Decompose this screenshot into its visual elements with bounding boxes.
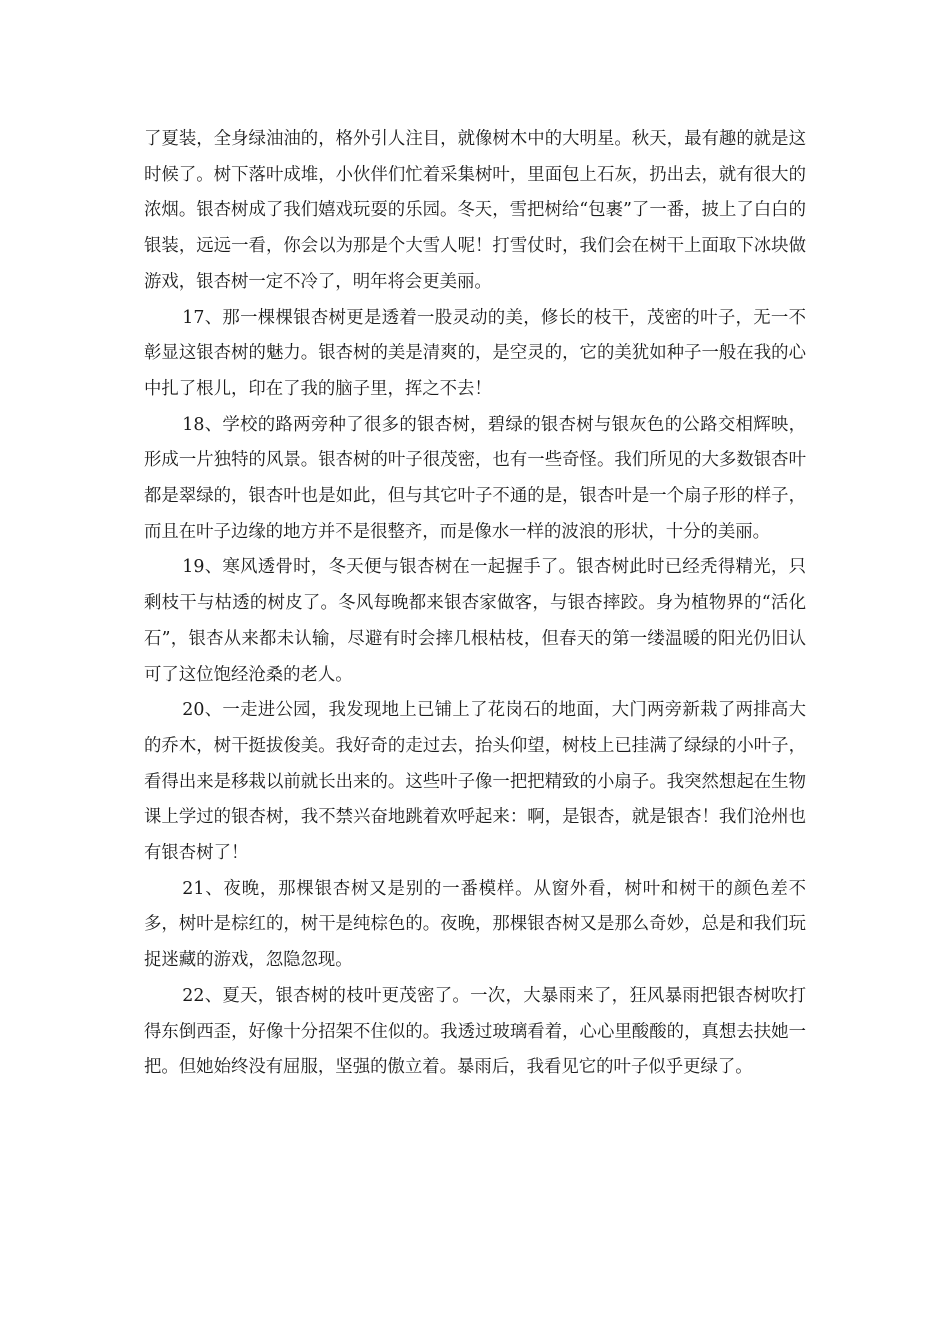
paragraph-18: 18、学校的路两旁种了很多的银杏树，碧绿的银杏树与银灰色的公路交相辉映，形成一片独特的风景。银杏树的叶子很茂密，也有一些奇怪。我们所见的大多数银杏叶都是翠绿的，银杏叶也是如此，但与其它叶子不通的是，银杏叶是一个扇子形的样子，而且在叶子边缘的地方并不是很整齐，而是像水一样的波浪的形状，十分的美丽。 (144, 414, 806, 542)
paragraph-17: 17、那一棵棵银杏树更是透着一股灵动的美，修长的枝干，茂密的叶子，无一不彰显这银杏树的魅力。银杏树的美是清爽的，是空灵的，它的美犹如种子一般在我的心中扎了根儿，印在了我的脑子里，挥之不去！ (144, 307, 806, 399)
document-body (144, 122, 806, 1086)
paragraph-22: 22、夏天，银杏树的枝叶更茂密了。一次，大暴雨来了，狂风暴雨把银杏树吹打得东倒西歪，好像十分招架不住似的。我透过玻璃看着，心心里酸酸的，真想去扶她一把。但她始终没有屈服，坚强的傲立着。暴雨后，我看见它的叶子似乎更绿了。 (144, 985, 806, 1078)
paragraph-20: 20、一走进公园，我发现地上已铺上了花岗石的地面，大门两旁新栽了两排高大的乔木，树干挺拔俊美。我好奇的走过去，抬头仰望，树枝上已挂满了绿绿的小叶子，看得出来是移栽以前就长出来的。这些叶子像一把把精致的小扇子。我突然想起在生物课上学过的银杏树，我不禁兴奋地跳着欢呼起来：啊，是银杏，就是银杏！我们沧州也有银杏树了！ (144, 700, 806, 864)
paragraph-21: 21、夜晚，那棵银杏树又是别的一番模样。从窗外看，树叶和树干的颜色差不多，树叶是棕红的，树干是纯棕色的。夜晚，那棵银杏树又是那么奇妙，总是和我们玩捉迷藏的游戏，忽隐忽现。 (144, 878, 806, 971)
paragraph-continuation: 了夏装，全身绿油油的，格外引人注目，就像树木中的大明星。秋天，最有趣的就是这时候了。树下落叶成堆，小伙伴们忙着采集树叶，里面包上石灰，扔出去，就有很大的浓烟。银杏树成了我们嬉戏玩耍的乐园。冬天，雪把树给“包裹”了一番，披上了白白的银装，远远一看，你会以为那是个大雪人呢！打雪仗时，我们会在树干上面取下冰块做游戏，银杏树一定不冷了，明年将会更美丽。 (144, 129, 806, 292)
paragraph-19: 19、寒风透骨时，冬天便与银杏树在一起握手了。银杏树此时已经秃得精光，只剩枝干与枯透的树皮了。冬风每晚都来银杏家做客，与银杏摔跤。身为植物界的“活化石”，银杏从来都未认输，尽避有时会摔几根枯枝，但春天的第一缕温暖的阳光仍旧认可了这位饱经沧桑的老人。 (144, 557, 806, 685)
